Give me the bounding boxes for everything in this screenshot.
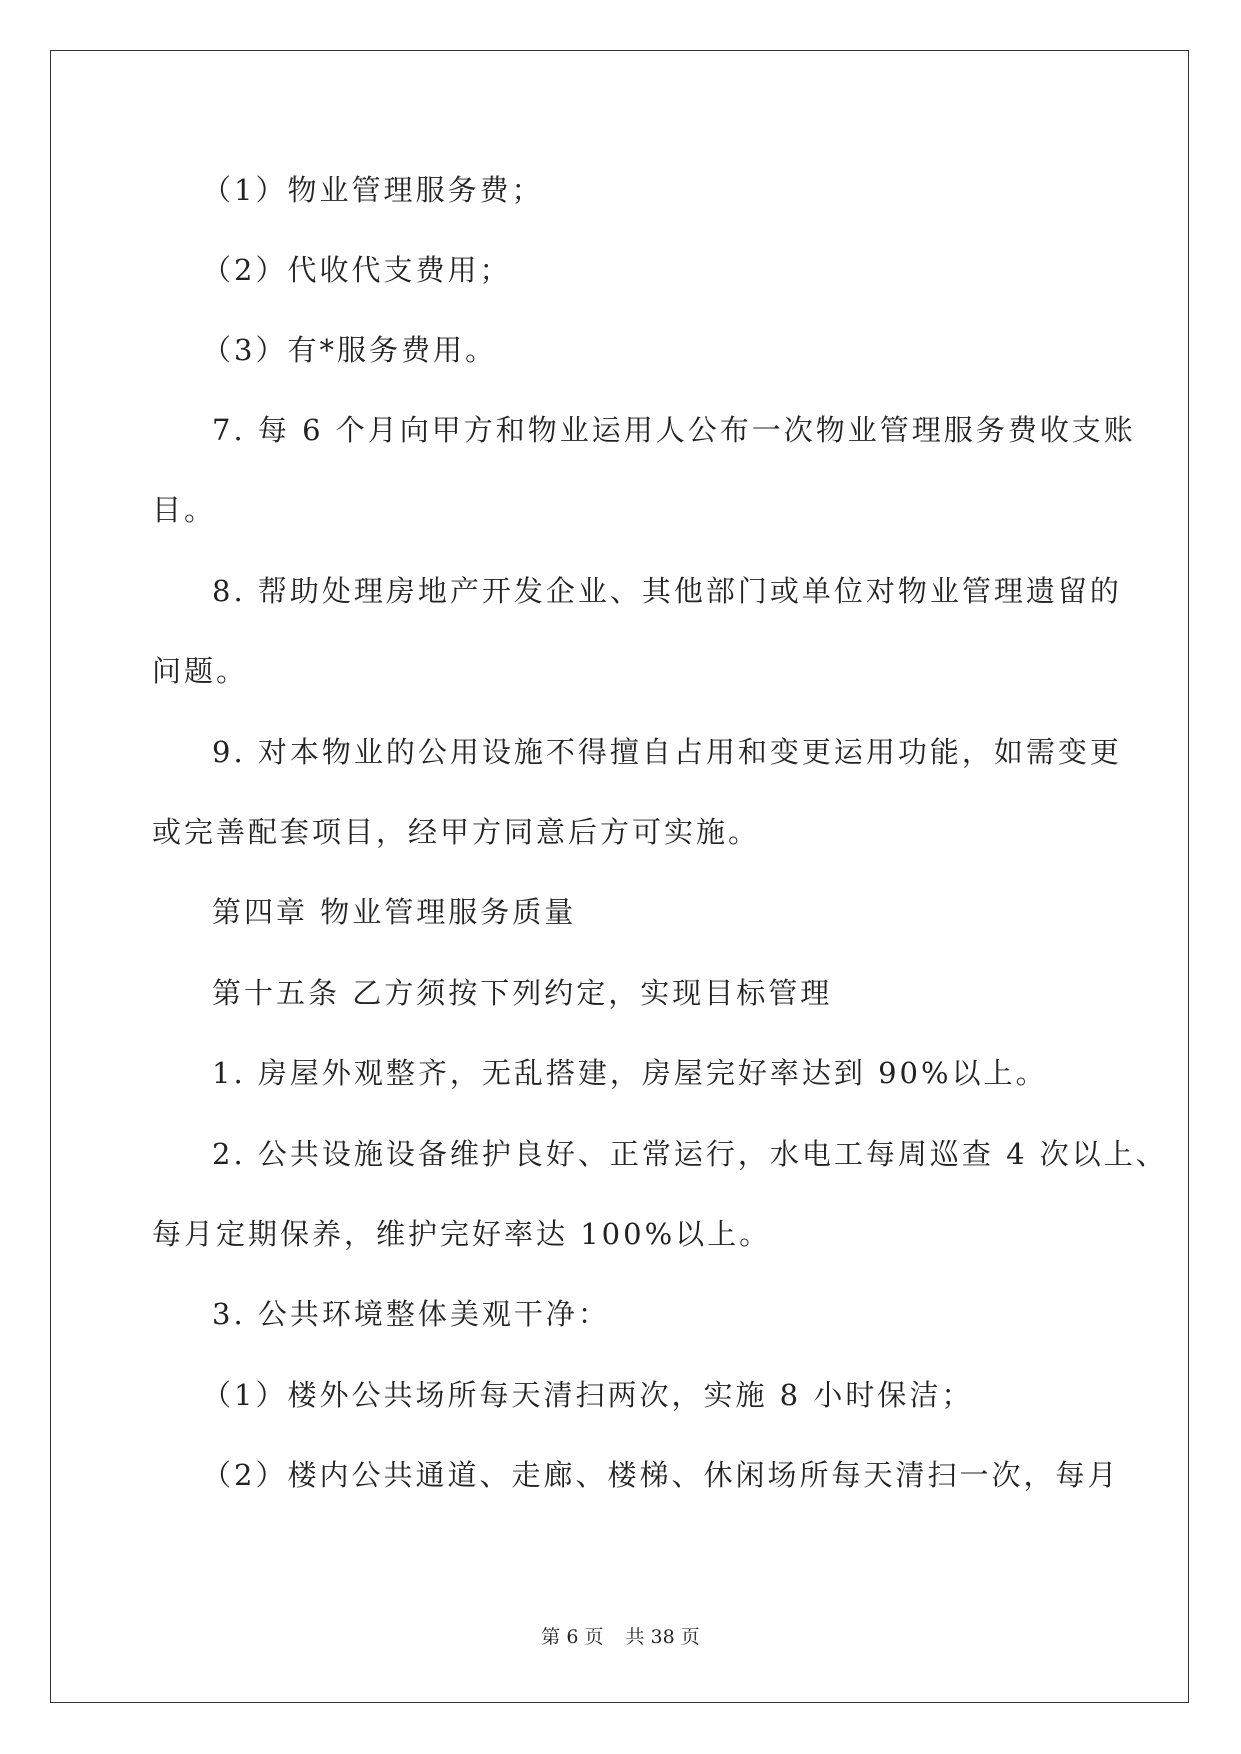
text-line: 8. 帮助处理房地产开发企业、其他部门或单位对物业管理遗留的 <box>212 574 1122 608</box>
text-line: 7. 每 6 个月向甲方和物业运用人公布一次物业管理服务费收支账 <box>212 413 1136 447</box>
text-line: （2）代收代支费用； <box>202 253 512 287</box>
text-line: （2）楼内公共通道、走廊、楼梯、休闲场所每天清扫一次，每月 <box>202 1458 1120 1492</box>
text-line: 9. 对本物业的公用设施不得擅自占用和变更运用功能，如需变更 <box>212 735 1122 769</box>
chapter-heading: 第四章 物业管理服务质量 <box>212 895 577 929</box>
text-line: 问题。 <box>152 654 249 688</box>
text-line: 3. 公共环境整体美观干净： <box>212 1297 610 1331</box>
total-pages-label: 共 38 页 <box>625 1626 700 1648</box>
text-line: 1. 房屋外观整齐，无乱搭建，房屋完好率达到 90%以上。 <box>212 1056 1048 1090</box>
current-page-label: 第 6 页 <box>541 1626 604 1648</box>
text-line: （1）楼外公共场所每天清扫两次，实施 8 小时保洁； <box>202 1378 974 1412</box>
article-heading: 第十五条 乙方须按下列约定，实现目标管理 <box>212 976 833 1010</box>
text-line: 目。 <box>152 493 217 527</box>
page-footer <box>0 1625 1241 1649</box>
text-line: （3）有*服务费用。 <box>202 333 497 367</box>
text-line: （1）物业管理服务费； <box>202 173 544 207</box>
text-line: 每月定期保养，维护完好率达 100%以上。 <box>152 1217 772 1251</box>
text-line: 或完善配套项目，经甲方同意后方可实施。 <box>152 815 761 849</box>
text-line: 2. 公共设施设备维护良好、正常运行，水电工每周巡查 4 次以上、 <box>212 1137 1168 1171</box>
